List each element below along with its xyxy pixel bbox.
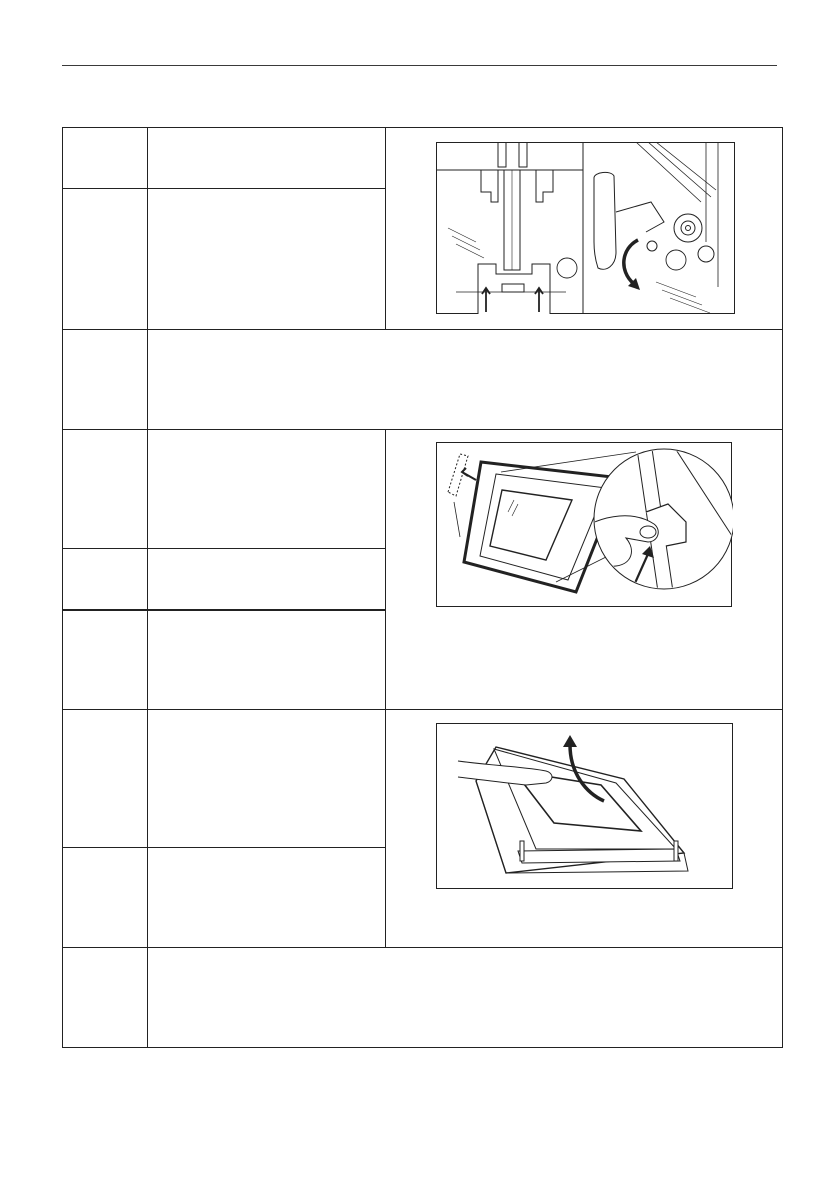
step-number-5	[63, 549, 147, 609]
instruction-table	[62, 127, 783, 1048]
image-column-divider-2	[385, 430, 386, 947]
step-text-4	[148, 430, 385, 548]
step-number-4	[63, 430, 147, 548]
hinge-release-illustration	[436, 142, 735, 314]
step-text-1	[148, 128, 385, 188]
step-number-6	[63, 611, 147, 709]
step-number-7	[63, 710, 147, 847]
step-text-6	[148, 611, 385, 709]
step-text-2	[148, 189, 385, 329]
door-lift-illustration	[436, 442, 733, 609]
step-text-7	[148, 710, 385, 847]
step-number-3	[63, 330, 147, 429]
step-text-8	[148, 848, 385, 947]
glass-panel-lift-illustration	[436, 723, 734, 890]
step-number-1	[63, 128, 147, 188]
step-text-3	[148, 330, 782, 429]
step-text-9	[148, 948, 782, 1047]
step-number-9	[63, 948, 147, 1047]
step-number-8	[63, 848, 147, 947]
header-rule	[62, 65, 777, 66]
step-text-5	[148, 549, 385, 609]
step-number-2	[63, 189, 147, 329]
image-column-divider-1	[385, 128, 386, 330]
